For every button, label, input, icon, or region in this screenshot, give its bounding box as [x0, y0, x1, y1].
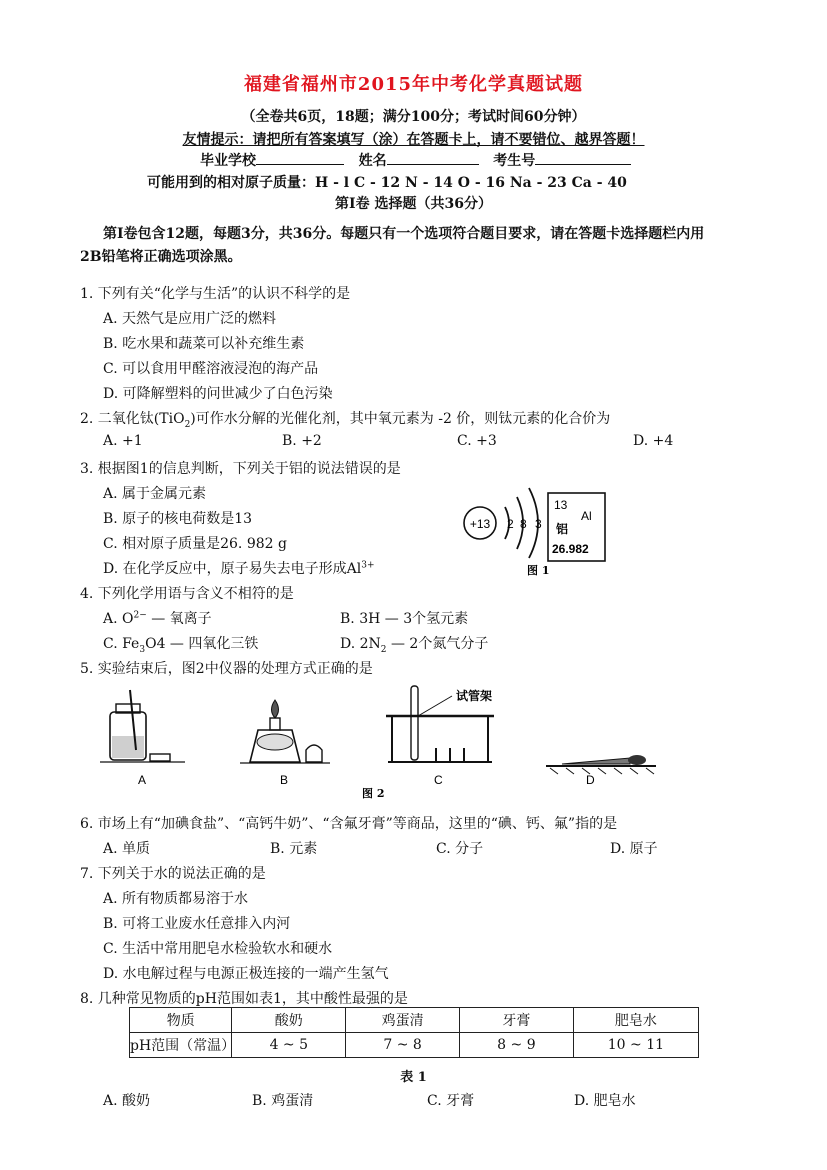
q4-d-post: — 2个氮气分子 — [386, 636, 489, 652]
q7-option-c[interactable]: C. 生活中常用肥皂水检验软水和硬水 — [103, 941, 333, 957]
q3-option-b[interactable]: B. 原子的核电荷数是13 — [103, 511, 253, 527]
q2-option-c[interactable]: C. +3 — [457, 433, 497, 449]
label-c: C — [434, 773, 443, 787]
section-title: 第Ⅰ卷 选择题（共36分） — [335, 196, 492, 212]
q7-stem: 7. 下列关于水的说法正确的是 — [80, 866, 266, 882]
q1-stem: 1. 下列有关“化学与生活”的认识不科学的是 — [80, 286, 351, 302]
q3-option-a[interactable]: A. 属于金属元素 — [103, 486, 207, 502]
q4-a-pre: A. O — [103, 611, 134, 627]
ph-value-cell: 4 ~ 5 — [232, 1033, 346, 1058]
apparatus-d-dropper — [546, 755, 656, 774]
friendly-tip — [0, 129, 827, 149]
q4-a-sup: 2− — [133, 610, 147, 621]
q2-stem-post: )可作水分解的光催化剂，其中氧元素为 -2 价，则钛元素的化合价为 — [190, 411, 611, 427]
ph-table-data-row — [130, 1033, 699, 1058]
shell-1-count: 2 — [507, 517, 514, 531]
label-a: A — [138, 773, 147, 787]
q4-c-pre: C. Fe — [103, 636, 140, 652]
q2-stem — [80, 408, 610, 430]
q3-option-d[interactable] — [103, 558, 375, 578]
figure-2-apparatus — [100, 680, 660, 800]
q8-stem: 8. 几种常见物质的pH范围如表1，其中酸性最强的是 — [80, 991, 408, 1007]
q6-option-b[interactable]: B. 元素 — [270, 841, 318, 857]
atomic-mass: 26.982 — [552, 542, 589, 556]
q8-option-d[interactable]: D. 肥皂水 — [574, 1093, 636, 1109]
q8-option-a[interactable]: A. 酸奶 — [103, 1093, 151, 1109]
friendly-tip-text: 友情提示：请把所有答案填写（涂）在答题卡上，请不要错位、越界答题！ — [182, 132, 645, 148]
q4-c-post: O4 — 四氧化三铁 — [145, 636, 259, 652]
exam-info: （全卷共6页，18题；满分100分；考试时间60分钟） — [241, 109, 586, 125]
school-field[interactable] — [256, 150, 344, 165]
q4-c-sub: 3 — [139, 644, 146, 655]
q6-option-a[interactable]: A. 单质 — [103, 841, 151, 857]
ph-value-cell: 10 ~ 11 — [573, 1033, 698, 1058]
q1-option-a[interactable]: A. 天然气是应用广泛的燃料 — [103, 311, 277, 327]
label-b: B — [280, 773, 289, 787]
q2-option-a[interactable]: A. +1 — [103, 433, 143, 449]
q6-stem: 6. 市场上有“加碘食盐”、“高钙牛奶”、“含氟牙膏”等商品，这里的“碘、钙、氟”指的是 — [80, 816, 618, 832]
shell-3-count: 3 — [535, 517, 542, 531]
shell-2-count: 8 — [520, 517, 527, 531]
q1-option-c[interactable]: C. 可以食用甲醛溶液浸泡的海产品 — [103, 361, 319, 377]
q4-stem: 4. 下列化学用语与含义不相符的是 — [80, 586, 294, 602]
q2-option-b[interactable]: B. +2 — [282, 433, 322, 449]
q4-d-pre: D. 2N — [340, 636, 381, 652]
section-desc-2: 2B铅笔将正确选项涂黑。 — [80, 249, 242, 265]
q2-stem-pre: 2. 二氧化钛(TiO — [80, 411, 185, 427]
q5-stem: 5. 实验结束后，图2中仪器的处理方式正确的是 — [80, 661, 373, 677]
label-d: D — [586, 773, 595, 787]
q2-stem-sub: 2 — [184, 419, 191, 430]
student-info-row — [200, 150, 631, 170]
q3-stem: 3. 根据图1的信息判断，下列关于铝的说法错误的是 — [80, 461, 401, 477]
exam-title: 福建省福州市2015年中考化学真题试题 — [243, 74, 584, 95]
rack-label: 试管架 — [456, 689, 493, 703]
q2-option-d[interactable]: D. +4 — [633, 433, 674, 449]
q4-option-c[interactable] — [103, 633, 258, 655]
id-label: 考生号 — [493, 153, 536, 169]
q4-option-d[interactable] — [340, 633, 488, 655]
q6-option-c[interactable]: C. 分子 — [436, 841, 484, 857]
q4-a-post: — 氧离子 — [146, 611, 212, 627]
q6-option-d[interactable]: D. 原子 — [610, 841, 658, 857]
atomic-number: 13 — [554, 498, 568, 512]
element-symbol: Al — [581, 509, 592, 523]
apparatus-a-jar — [100, 690, 185, 762]
q7-option-a[interactable]: A. 所有物质都易溶于水 — [103, 891, 249, 907]
ph-value-cell: 8 ~ 9 — [460, 1033, 574, 1058]
q4-option-b[interactable]: B. 3H — 3个氢元素 — [340, 611, 469, 627]
apparatus-b-lamp — [240, 700, 330, 763]
q8-option-b[interactable]: B. 鸡蛋清 — [252, 1093, 314, 1109]
figure-2-caption: 图 2 — [362, 787, 385, 800]
q4-d-sub: 2 — [380, 644, 387, 655]
ph-header-cell: 物质 — [130, 1008, 232, 1033]
ph-header-cell: 酸奶 — [232, 1008, 346, 1033]
element-name: 铝 — [556, 522, 569, 536]
q3-option-c[interactable]: C. 相对原子质量是26. 982 g — [103, 536, 287, 552]
q1-option-b[interactable]: B. 吃水果和蔬菜可以补充维生素 — [103, 336, 305, 352]
q3-option-d-sup: 3+ — [361, 560, 375, 571]
q4-option-a[interactable] — [103, 608, 212, 628]
name-field[interactable] — [387, 150, 479, 165]
nucleus-charge: +13 — [469, 517, 491, 531]
section-desc-1: 第Ⅰ卷包含12题，每题3分，共36分。每题只有一个选项符合题目要求，请在答题卡选择题栏内用 — [103, 226, 705, 242]
ph-table — [129, 1007, 699, 1058]
q3-option-d-text: D. 在化学反应中，原子易失去电子形成Al — [103, 561, 362, 577]
q8-option-c[interactable]: C. 牙膏 — [427, 1093, 475, 1109]
table-1-caption: 表 1 — [400, 1070, 427, 1085]
atomic-masses: 可能用到的相对原子质量：H - l C - 12 N - 14 O - 16 Na - 23 Ca - 40 — [147, 175, 627, 191]
school-label: 毕业学校 — [200, 153, 256, 169]
ph-value-cell: 7 ~ 8 — [346, 1033, 460, 1058]
id-field[interactable] — [535, 150, 631, 165]
q1-option-d[interactable]: D. 可降解塑料的问世减少了白色污染 — [103, 386, 333, 402]
ph-header-cell: 肥皂水 — [573, 1008, 698, 1033]
ph-header-cell: 牙膏 — [460, 1008, 574, 1033]
name-label: 姓名 — [358, 153, 387, 169]
q7-option-b[interactable]: B. 可将工业废水任意排入内河 — [103, 916, 291, 932]
q7-option-d[interactable]: D. 水电解过程与电源正极连接的一端产生氢气 — [103, 966, 389, 982]
ph-row-label: pH范围（常温） — [130, 1033, 232, 1058]
ph-table-header-row — [130, 1008, 699, 1033]
ph-header-cell: 鸡蛋清 — [346, 1008, 460, 1033]
figure-1-aluminum — [455, 485, 615, 580]
figure-1-caption: 图 1 — [527, 564, 550, 577]
